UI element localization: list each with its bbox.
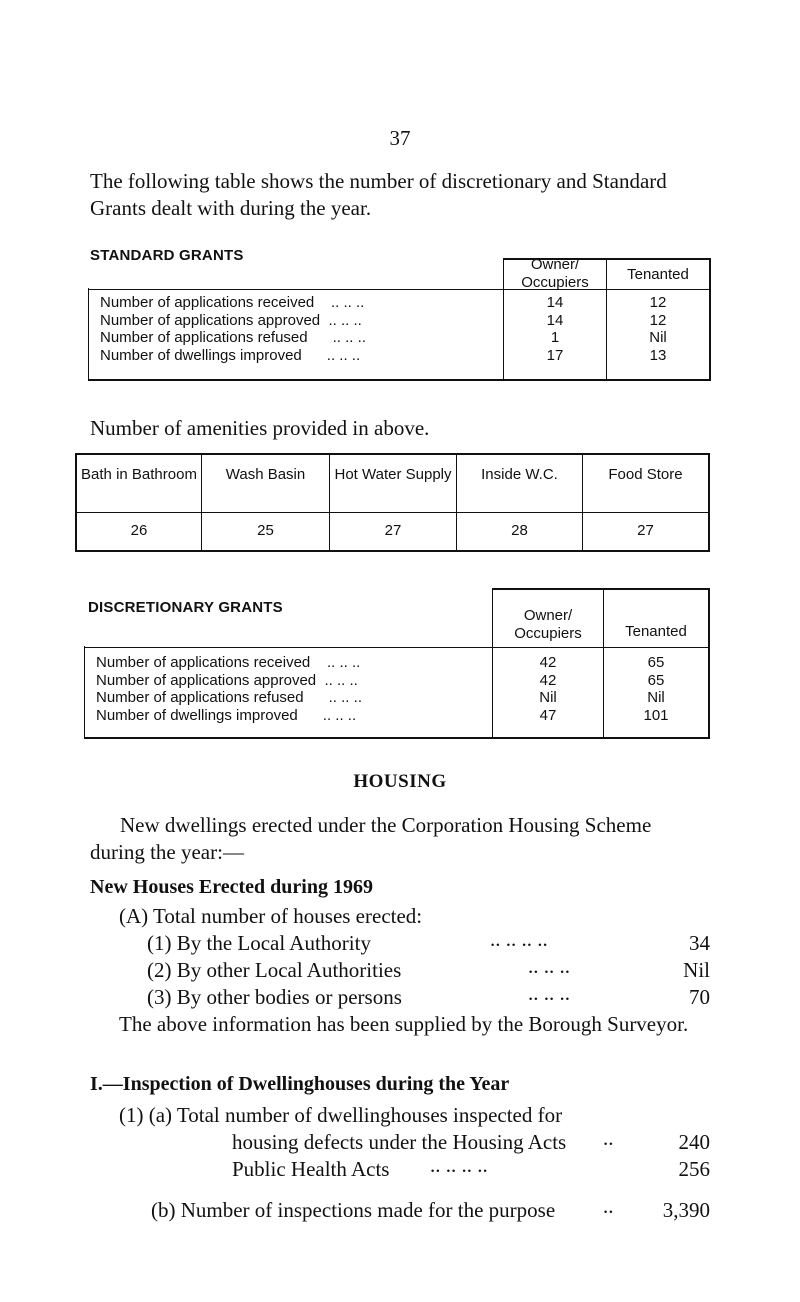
table-cell: 47 [539,706,557,724]
table-cell: 42 [539,654,557,671]
table-cell: Nil [649,329,667,346]
amenity-value: 26 [130,522,148,539]
housing-heading: HOUSING [353,771,447,792]
table-cell: 65 [647,654,665,671]
amenity-value: 28 [511,522,528,539]
table-cell: 14 [546,311,564,329]
owner-column-values [504,294,606,364]
page-number: 37 [389,126,411,150]
row-labels [96,654,496,724]
list-item-value: 34 [689,931,710,955]
inspection-a-line2: housing defects under the Housing Acts [232,1130,567,1154]
rule [708,588,710,738]
table-row-label: Number of applications approved .. .. .. [100,311,362,329]
standard-grants-title: STANDARD GRANTS [90,247,244,264]
table-cell: 14 [546,294,564,311]
rule [88,288,89,380]
inspection-b-line: (b) Number of inspections made for the purpose [151,1198,556,1222]
rule [75,550,710,552]
owner-column-values [493,654,603,724]
table-cell: 1 [550,329,560,346]
inspection-b-value: 3,390 [662,1198,710,1222]
rule [709,258,711,380]
rule [708,453,710,552]
table-row-label: Number of dwellings improved .. .. .. [100,346,361,364]
rule [75,512,710,513]
table-row-label: Number of applications refused .. .. .. [100,329,366,346]
table-cell: 17 [546,346,564,364]
inspection-a-line3: Public Health Acts [232,1157,390,1181]
rule [75,453,710,455]
inspection-a-line2-dots: .. [603,1126,614,1150]
amenity-header: Wash Basin [225,466,306,483]
inspection-b-dots: .. [603,1194,614,1218]
table-cell: Nil [539,689,557,706]
inspection-a-line1: (1) (a) Total number of dwellinghouses inspected for [119,1103,563,1127]
amenity-header: Hot Water Supply [334,466,452,483]
new-houses-heading: New Houses Erected during 1969 [90,876,373,898]
amenities-caption: Number of amenities provided in above. [90,416,430,440]
list-item-value: Nil [683,958,710,982]
col-tenanted: Tenanted [627,266,689,283]
rule [84,737,710,739]
col-owner-occupiers: Owner/ Occupiers [521,256,589,291]
table-row-label: Number of applications received .. .. .. [96,654,361,671]
tenanted-column-values [607,294,709,364]
amenity-value: 27 [637,522,654,539]
rule [88,379,711,381]
table-cell: Nil [647,689,665,706]
amenity-value: 25 [257,522,274,539]
list-item-value: 70 [689,985,710,1009]
table-cell: 101 [643,706,669,724]
source-note: The above information has been supplied by the Borough Surveyor. [119,1012,689,1036]
rule [84,647,710,648]
table-row-label: Number of dwellings improved .. .. .. [96,706,357,724]
table-cell: 13 [649,346,667,364]
amenity-header: Bath in Bathroom [81,466,197,483]
table-cell: 12 [649,294,667,311]
list-item-dots: .. .. .. [528,981,570,1005]
amenity-header: Inside W.C. [481,466,558,483]
inspection-a-line2-value: 240 [678,1130,710,1154]
row-labels [100,294,500,364]
list-item-label: (3) By other bodies or persons [147,985,402,1009]
amenity-value: 27 [384,522,402,539]
col-owner-occupiers: Owner/ Occupiers [514,607,582,642]
table-row-label: Number of applications approved .. .. .. [96,671,358,689]
list-item-dots: .. .. .. .. [490,927,548,951]
rule [84,646,85,738]
table-cell: 42 [539,671,557,689]
inspection-a-line3-dots: .. .. .. .. [430,1153,488,1177]
table-row-label: Number of applications refused .. .. .. [96,689,362,706]
table-cell: 65 [647,671,665,689]
amenity-header: Food Store [608,466,683,483]
tenanted-column-values [604,654,708,724]
inspection-a-line3-value: 256 [678,1157,710,1181]
table-row-label: Number of applications received .. .. .. [100,294,365,311]
col-tenanted: Tenanted [625,623,687,640]
table-cell: 12 [649,311,667,329]
housing-intro: New dwellings erected under the Corporation Housing Scheme during the year:— [90,813,652,864]
inspection-heading: I.—Inspection of Dwellinghouses during the Year [90,1073,510,1095]
intro-paragraph: The following table shows the number of discretionary and Standard Grants dealt with during the year. [90,169,667,220]
total-houses-label: (A) Total number of houses erected: [119,904,423,928]
list-item-label: (1) By the Local Authority [147,931,371,955]
rule [492,588,710,590]
discretionary-grants-title: DISCRETIONARY GRANTS [88,599,283,616]
list-item-label: (2) By other Local Authorities [147,958,402,982]
list-item-dots: .. .. .. [528,954,570,978]
rule [88,289,710,290]
